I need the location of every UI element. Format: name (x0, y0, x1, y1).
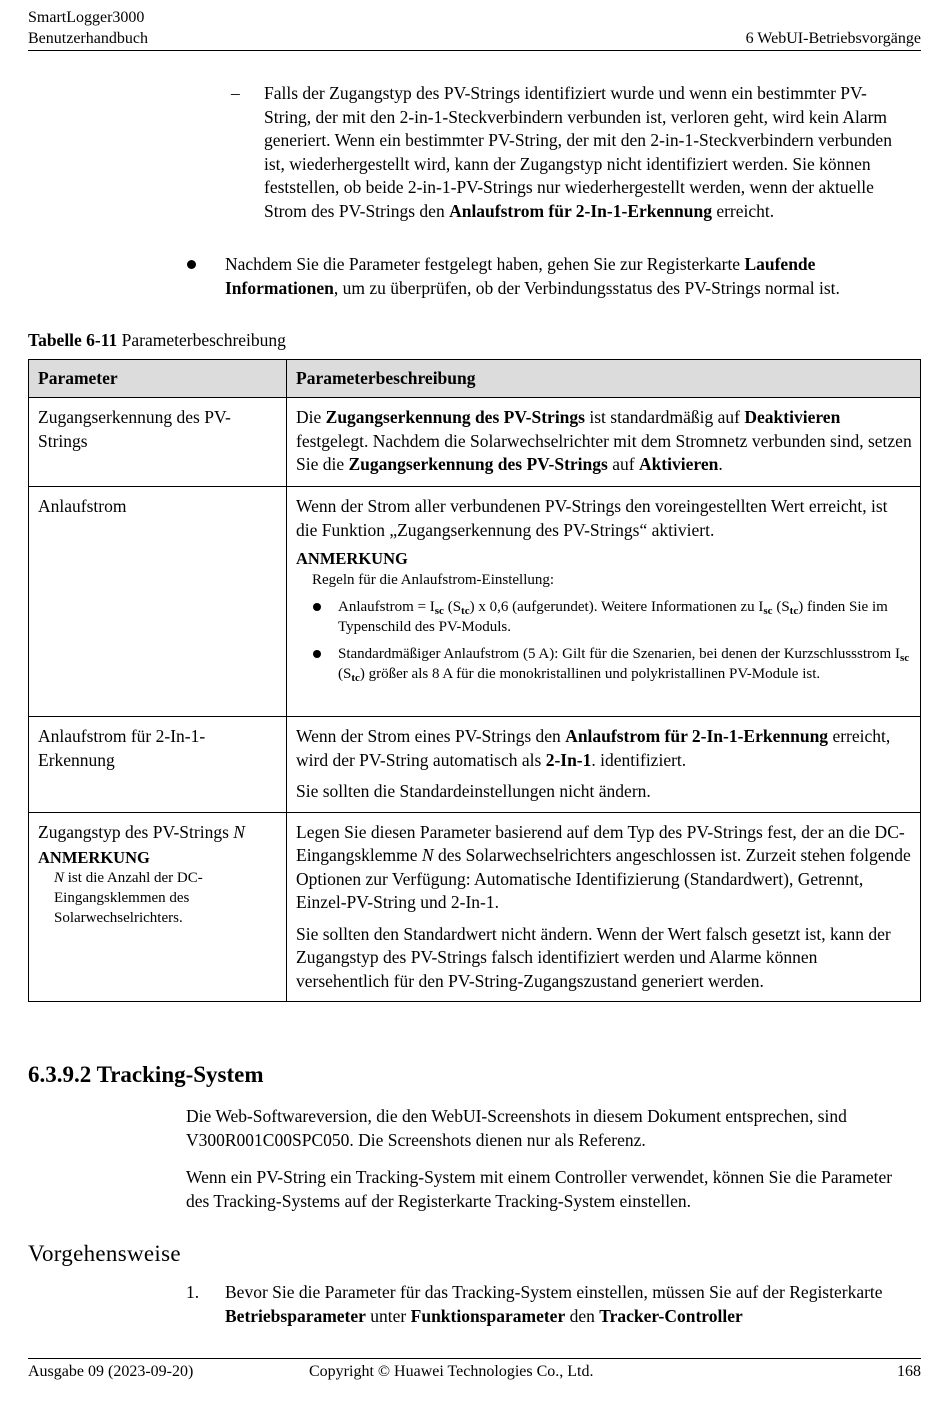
note-bullet-item: Standardmäßiger Anlaufstrom (5 A): Gilt für die Szenarien, bei denen der Kurzschlussstrom $I_{sc}$ $(S_{tc})$ größer als 8 A für die monokristallinen und polykristallinen PV-Module ist. (338, 644, 912, 684)
row-parameter-cell: Zugangstyp des PV-Strings N ANMERKUNG N ist die Anzahl der DC-Eingangsklemmen des Solarwechselrichters. (29, 812, 287, 1002)
header-doc-title: Benutzerhandbuch (28, 30, 148, 47)
row-description-text: Wenn der Strom aller verbundenen PV-Strings den voreingestellten Wert erreicht, ist die Funktion „Zugangserkennung des PV-Strings“ aktiviert. (296, 496, 888, 540)
dash-text: Falls der Zugangstyp des PV-Strings identifiziert wurde und wenn ein bestimmter PV-String, der mit den 2-in-1-Steckverbindern verbunden ist, verloren geht, wird kein Alarm generiert. Wenn ein bestimmter PV-String, der mit den 2-in-1-Steckverbindern verbunden ist, wiederhergestellt wird, kann der Zugangstyp nicht identifiziert werden. Sie können feststellen, ob beide 2-in-1-PV-Strings nur wiederhergestellt werden, wenn der aktuelle Strom des PV-Strings den (264, 83, 892, 221)
procedure-title: Vorgehensweise (28, 1241, 181, 1266)
note-bullet-item: Anlaufstrom = $I_{sc}$ $(S_{tc})$ x 0,6 (aufgerundet). Weitere Informationen zu $I_{sc}$ $(S_{tc})$ finden Sie im Typenschild des PV-Moduls. (338, 597, 912, 637)
header-rule (28, 50, 921, 51)
table-header-row (29, 360, 921, 398)
row-parameter-cell: Zugangserkennung des PV-Strings (29, 398, 287, 487)
bullet-icon (313, 603, 321, 611)
row-parameter-cell: Anlaufstrom (29, 487, 287, 717)
header-product: SmartLogger3000 (28, 9, 145, 26)
footer-copyright: Copyright © Huawei Technologies Co., Ltd. (309, 1363, 594, 1380)
bullet-text-end: , um zu überprüfen, ob der Verbindungsstatus des PV-Strings normal ist. (333, 277, 840, 298)
note-label: ANMERKUNG (38, 848, 150, 867)
bullet-text: Nachdem Sie die Parameter festgelegt haben, gehen Sie zur Registerkarte (225, 254, 741, 274)
table-row (29, 717, 921, 813)
column-header-parameter: Parameter (29, 360, 287, 398)
footer-page-number: 168 (897, 1363, 921, 1380)
section-paragraph-2: Wenn ein PV-String ein Tracking-System mit einem Controller verwendet, können Sie die Parameter des Tracking-Systems auf der Registerkarte Tracking-System einstellen. (186, 1167, 893, 1211)
row-parameter-cell: Anlaufstrom für 2-In-1-Erkennung (29, 717, 287, 813)
row-description-cell: Die Zugangserkennung des PV-Strings ist standardmäßig auf Deaktivieren festgelegt. Nachdem die Solarwechselrichter mit dem Stromnetz verbunden sind, setzen Sie die Zugangserkennung des PV-Strings auf Aktivieren. (287, 398, 921, 487)
table-row (29, 398, 921, 487)
parameter-table (28, 359, 921, 1002)
section-title: 6.3.9.2 Tracking-System (28, 1062, 264, 1087)
row-description-cell (287, 487, 921, 717)
table-caption (28, 329, 286, 353)
note-intro: Regeln für die Anlaufstrom-Einstellung: (312, 572, 555, 588)
dash-marker: – (231, 83, 240, 103)
note-label: ANMERKUNG (296, 549, 408, 568)
dash-text-bold: Anlaufstrom für 2-In-1-Erkennung (449, 200, 712, 221)
bullet-icon (313, 650, 321, 658)
bullet-icon (187, 260, 196, 269)
dash-paragraph (264, 82, 914, 223)
section-paragraph-1: Die Web-Softwareversion, die den WebUI-Screenshots in diesem Dokument entsprechen, sind V300R001C00SPC050. Die Screenshots dienen nur als Referenz. (186, 1106, 847, 1150)
step-number: 1. (186, 1282, 200, 1302)
row-description-cell: Wenn der Strom eines PV-Strings den Anlaufstrom für 2-In-1-Erkennung erreicht, wird der PV-String automatisch als 2-In-1. identifiziert. Sie sollten die Standardeinstellungen nicht ändern. (287, 717, 921, 813)
table-caption-text: Parameterbeschreibung (121, 330, 286, 350)
table-row (29, 487, 921, 717)
note-text: N ist die Anzahl der DC-Eingangsklemmen des Solarwechselrichters. (54, 870, 203, 926)
column-header-description: Parameterbeschreibung (287, 360, 921, 398)
footer-rule (28, 1358, 921, 1359)
bullet-paragraph (225, 253, 915, 300)
footer-edition: Ausgabe 09 (2023-09-20) (28, 1363, 194, 1380)
bullet-text-bold: Laufende Informationen (225, 254, 816, 298)
row-description-cell: Legen Sie diesen Parameter basierend auf dem Typ des PV-Strings fest, der an die DC-Eingangsklemme N des Solarwechselrichters angeschlossen ist. Zurzeit stehen folgende Optionen zur Verfügung: Automatische Identifizierung (Standardwert), Getrennt, Einzel-PV-String und 2-In-1. Sie sollten den Standardwert nicht ändern. Wenn der Wert falsch gesetzt ist, kann der Zugangstyp des PV-Strings falsch identifiziert werden und Alarme können versehentlich für den PV-String-Zugangszustand generiert werden. (287, 812, 921, 1002)
dash-text-end: erreicht. (716, 200, 775, 221)
header-chapter: 6 WebUI-Betriebsvorgänge (745, 30, 921, 47)
step-text: Bevor Sie die Parameter für das Tracking-System einstellen, müssen Sie auf der Registerkarte Betriebsparameter unter Funktionsparameter den Tracker-Controller (225, 1282, 883, 1326)
table-row (29, 812, 921, 1002)
table-caption-number: Tabelle 6-11 (28, 330, 118, 350)
